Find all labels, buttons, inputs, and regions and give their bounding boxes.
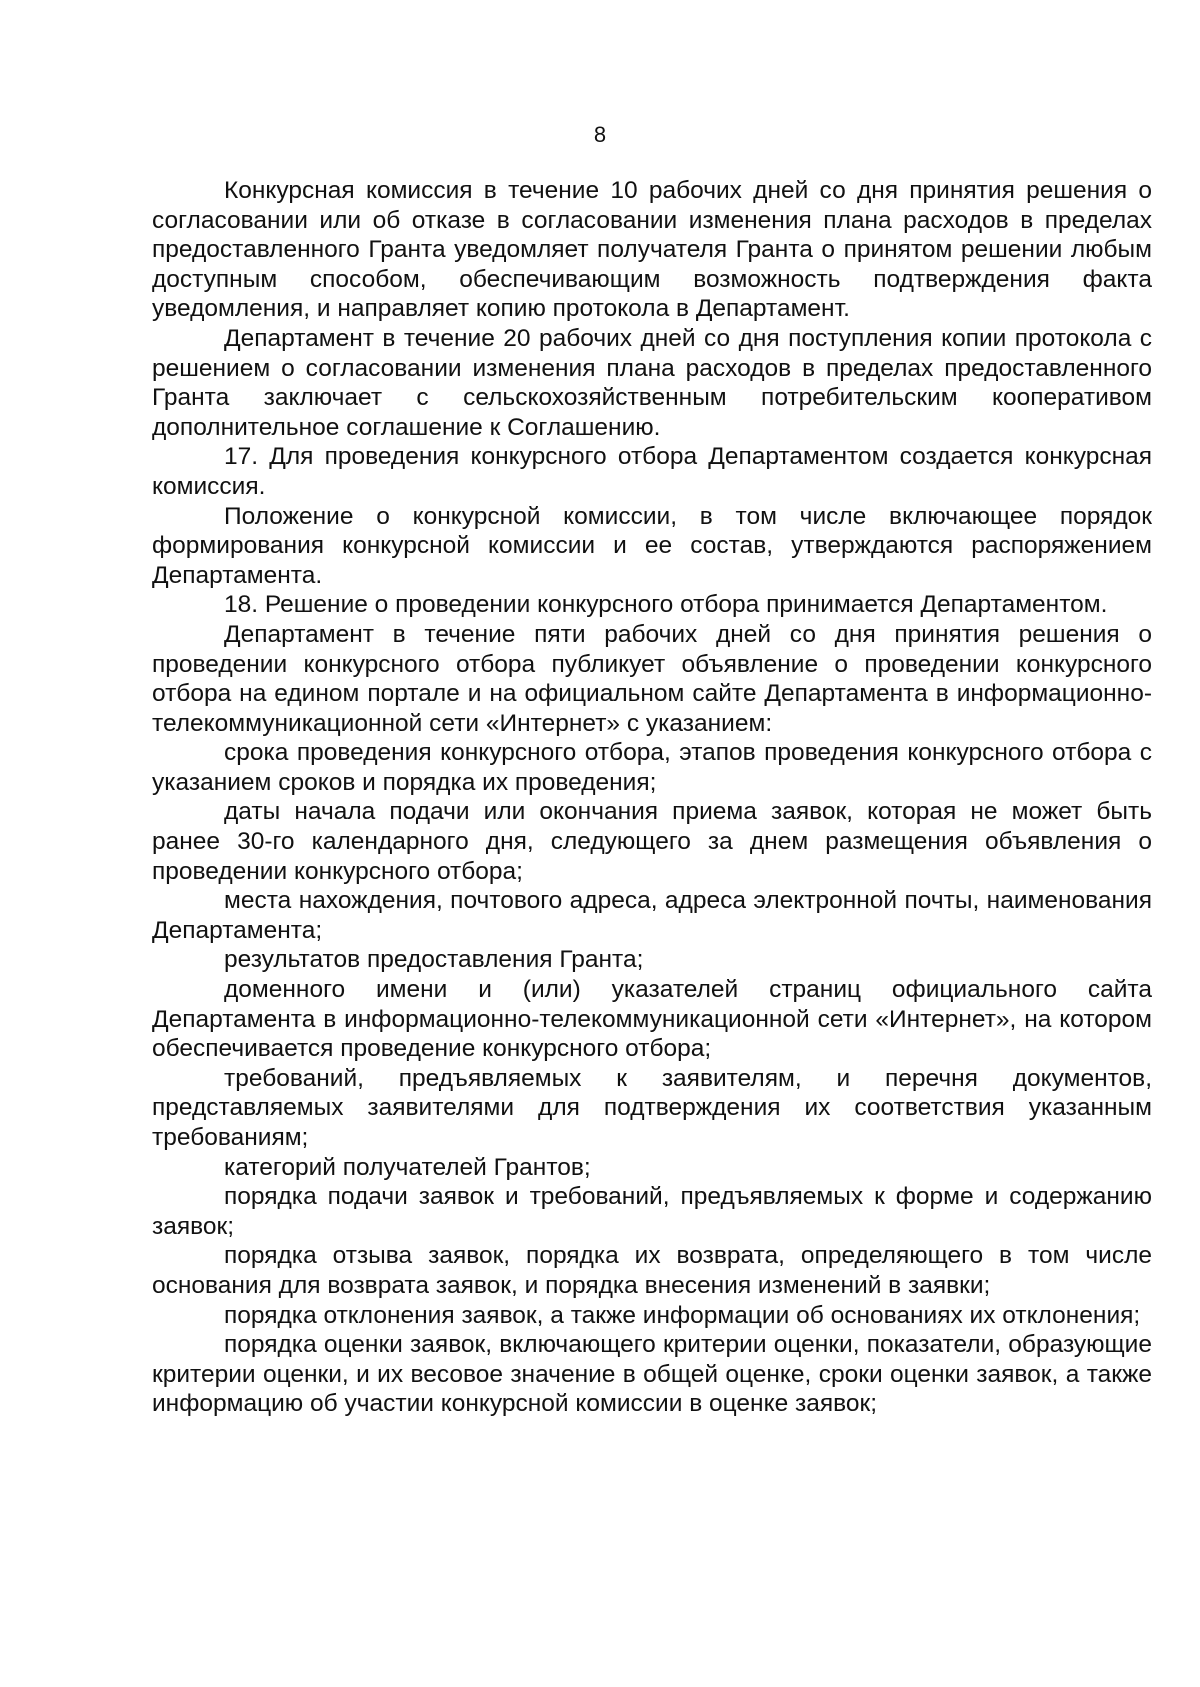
list-item: доменного имени и (или) указателей страниц официального сайта Департамента в информационно-телекоммуникационной сети «Интернет», на котором обеспечивается проведение конкурсного отбора; (152, 976, 1152, 1063)
paragraph: Департамент в течение пяти рабочих дней со дня принятия решения о проведении конкурсного отбора публикует объявление о проведении конкурсного отбора на едином портале и на официальном сайте Департамента в информационно-телекоммуникационной сети «Интернет» с указанием: (152, 620, 1152, 737)
paragraph: Департамент в течение 20 рабочих дней со дня поступления копии протокола с решением о согласовании изменения плана расходов в пределах предоставленного Гранта заключает с сельскохозяйственным потребительским кооперативом дополнительное соглашение к Соглашению. (152, 324, 1152, 441)
list-item: категорий получателей Грантов; (224, 1153, 591, 1181)
paragraph: 17. Для проведения конкурсного отбора Департаментом создается конкурсная комиссия. (152, 443, 1152, 500)
document-body (152, 176, 1152, 1419)
paragraph: 18. Решение о проведении конкурсного отбора принимается Департаментом. (224, 591, 1108, 619)
paragraph: Положение о конкурсной комиссии, в том числе включающее порядок формирования конкурсной комиссии и ее состав, утверждаются распоряжением Департамента. (152, 502, 1152, 589)
list-item: результатов предоставления Гранта; (224, 946, 644, 974)
list-item: места нахождения, почтового адреса, адреса электронной почты, наименования Департамента; (152, 887, 1152, 944)
page-number: 8 (593, 122, 607, 147)
paragraph: Конкурсная комиссия в течение 10 рабочих дней со дня принятия решения о согласовании или об отказе в согласовании изменения плана расходов в пределах предоставленного Гранта уведомляет получателя Гранта о принятом решении любым доступным способом, обеспечивающим возможность подтверждения факта уведомления, и направляет копию протокола в Департамент. (152, 177, 1152, 323)
list-item: порядка отзыва заявок, порядка их возврата, определяющего в том числе основания для возврата заявок, и порядка внесения изменений в заявки; (152, 1242, 1152, 1299)
list-item: порядка отклонения заявок, а также информации об основаниях их отклонения; (224, 1301, 1141, 1329)
list-item: даты начала подачи или окончания приема заявок, которая не может быть ранее 30-го календарного дня, следующего за днем размещения объявления о проведении конкурсного отбора; (152, 798, 1152, 885)
list-item: порядка подачи заявок и требований, предъявляемых к форме и содержанию заявок; (152, 1183, 1152, 1240)
list-item: срока проведения конкурсного отбора, этапов проведения конкурсного отбора с указанием сроков и порядка их проведения; (152, 739, 1152, 796)
list-item: требований, предъявляемых к заявителям, и перечня документов, представляемых заявителями для подтверждения их соответствия указанным требованиям; (152, 1064, 1152, 1151)
list-item: порядка оценки заявок, включающего критерии оценки, показатели, образующие критерии оценки, и их весовое значение в общей оценке, сроки оценки заявок, а также информацию об участии конкурсной комиссии в оценке заявок; (152, 1331, 1152, 1418)
